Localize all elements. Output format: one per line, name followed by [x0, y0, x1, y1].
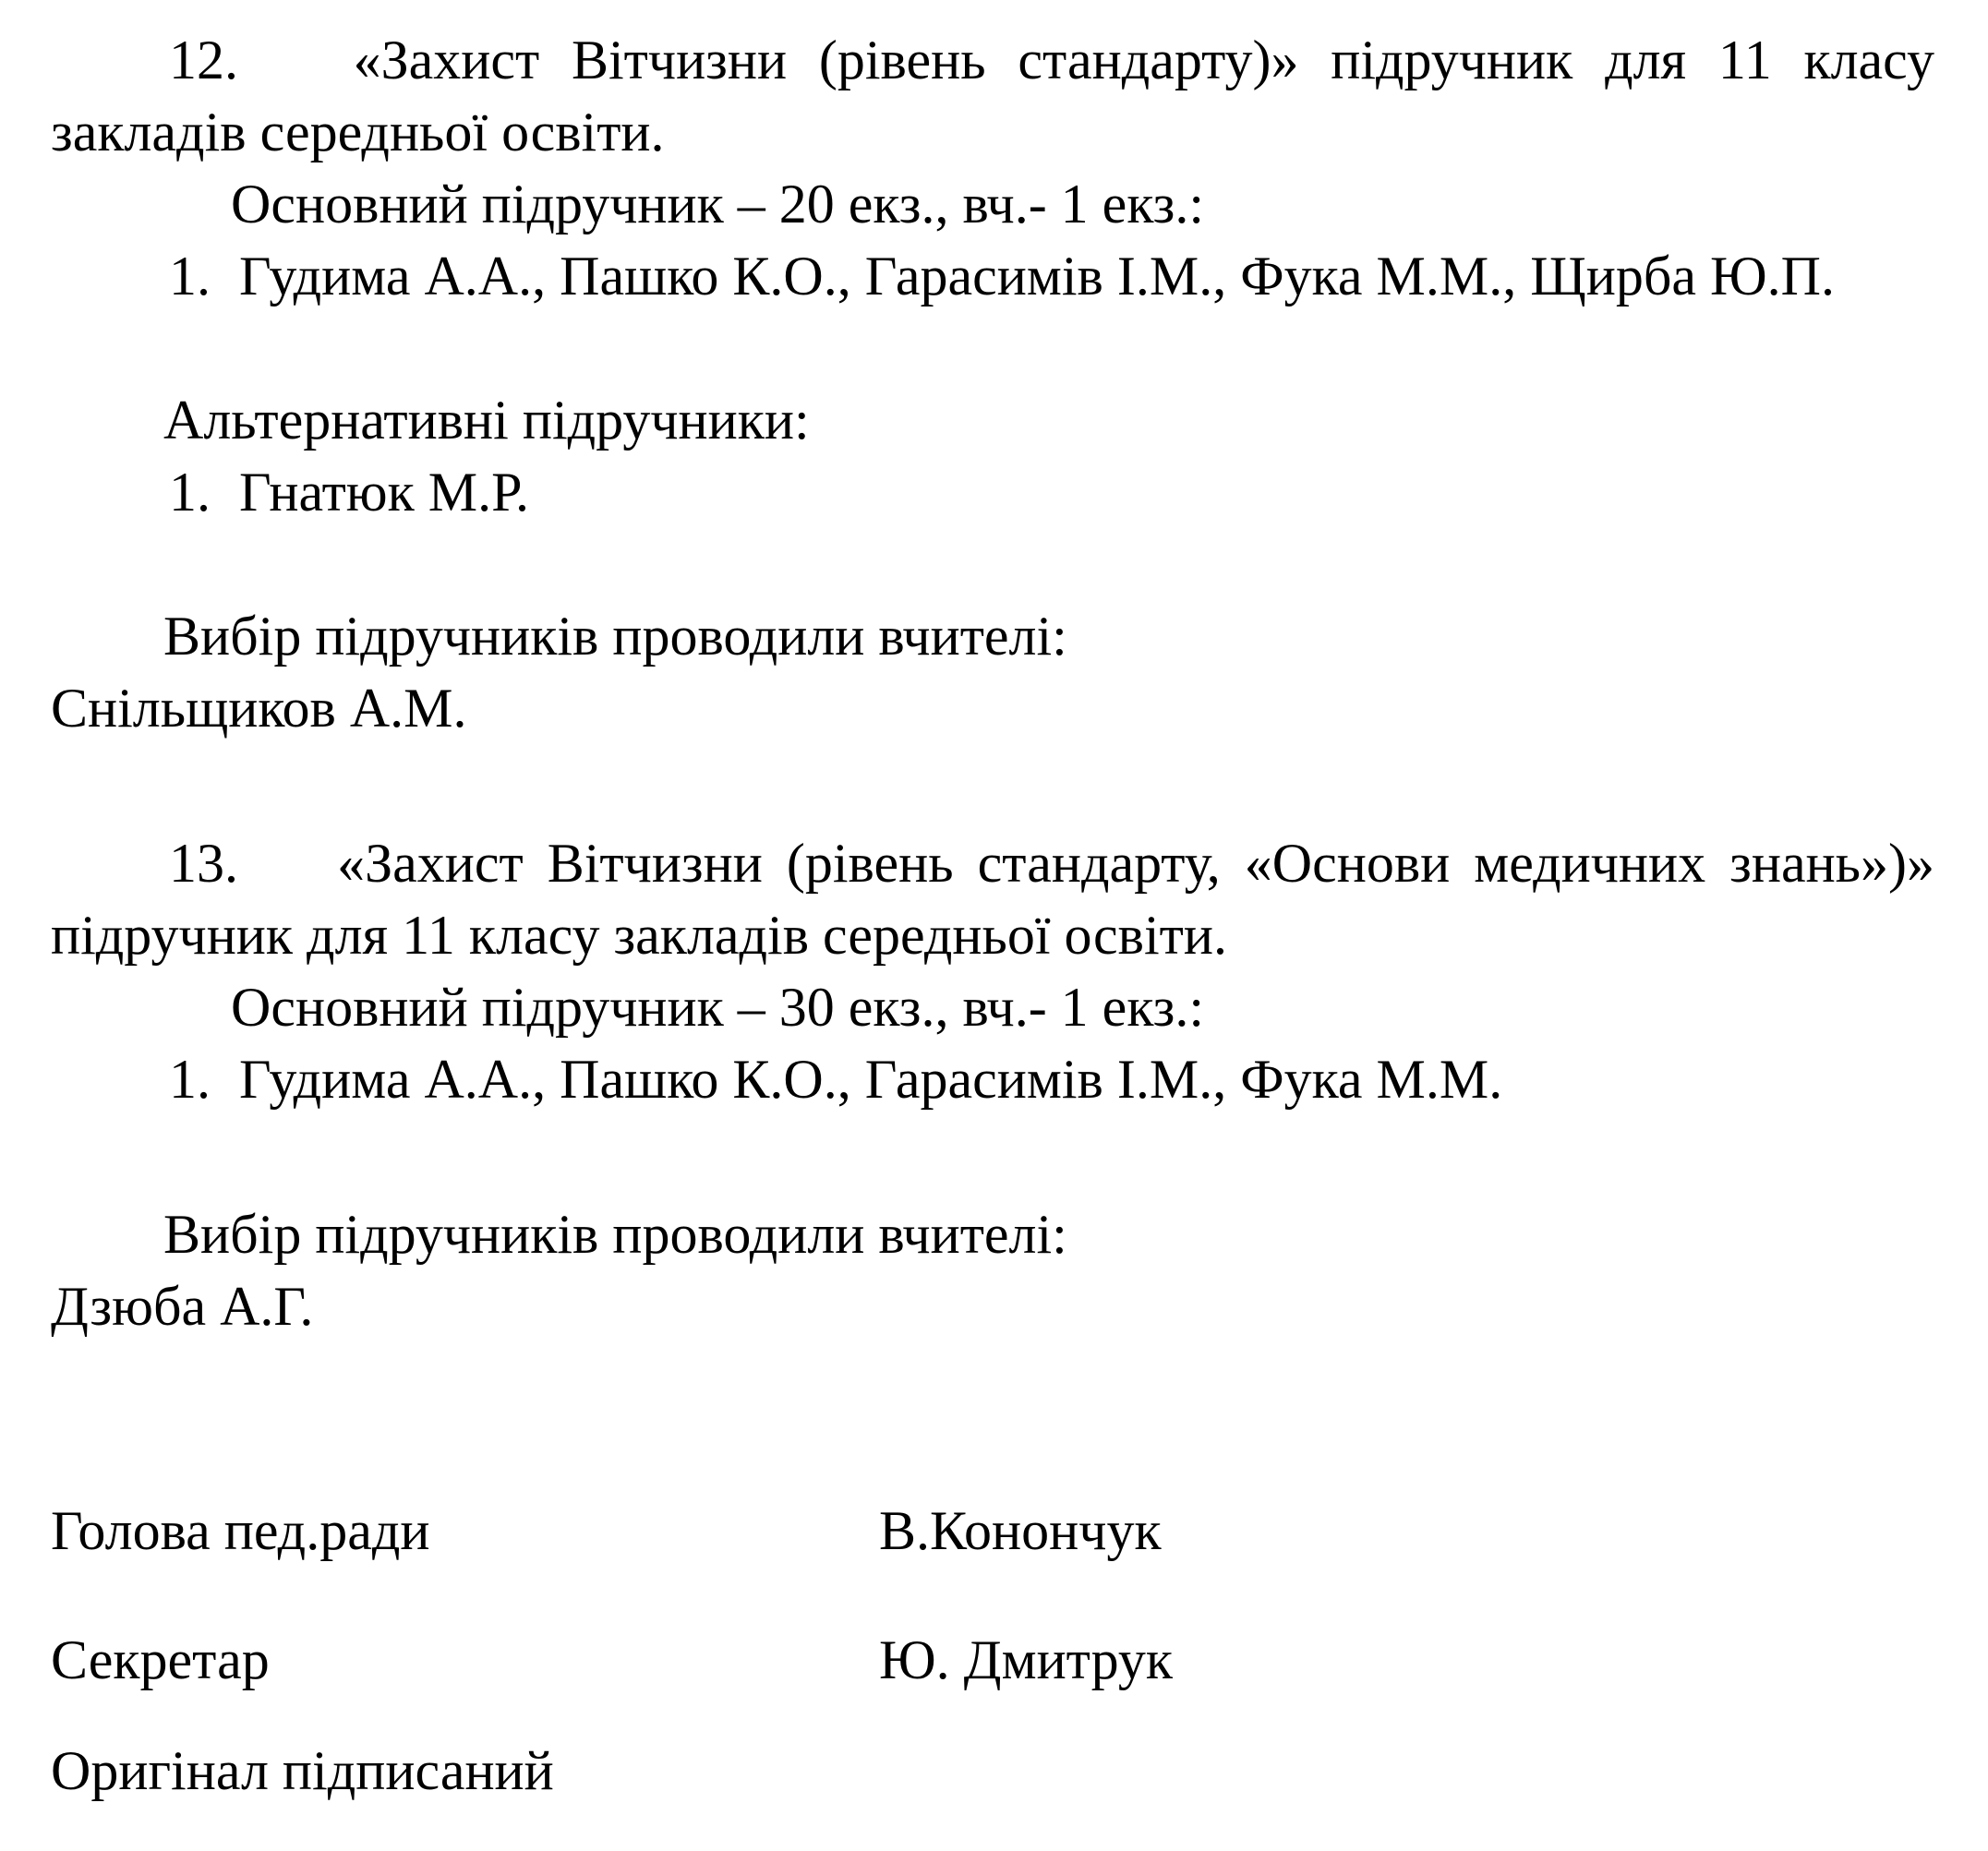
- item-12-main-textbook-label: Основний підручник – 20 екз., вч.- 1 екз.:: [231, 174, 1205, 234]
- chair-title-label: Голова пед.ради: [51, 1500, 430, 1561]
- item-12-alt-author-row: [51, 456, 1934, 528]
- item-13-teachers-heading: Вибір підручників проводили вчителі:: [163, 1204, 1067, 1265]
- original-signed-note: Оригінал підписаний: [51, 1740, 554, 1801]
- item-12-title-line-2: закладів середньої освіти.: [51, 102, 665, 162]
- item-13-title-line-1: [51, 827, 1934, 899]
- item-13-title-line-2: підручник для 11 класу закладів середньої освіти.: [51, 905, 1228, 966]
- item-12-teachers-name: Снільщиков А.М.: [51, 678, 467, 739]
- list-number: 1.: [169, 1049, 211, 1110]
- item-13-number: 13.: [169, 833, 238, 894]
- item-13-teachers-name: Дзюба А.Г.: [51, 1276, 314, 1337]
- list-number: 1.: [169, 246, 211, 306]
- item-13-main-author-row: [51, 1043, 1934, 1115]
- item-12-title-line-1: [51, 24, 1934, 96]
- item-12-teachers-heading: Вибір підручників проводили вчителі:: [163, 606, 1067, 667]
- item-13-main-textbook-label: Основний підручник – 30 екз., вч.- 1 екз.:: [231, 977, 1205, 1038]
- item-12-main-author-row: [51, 240, 1934, 312]
- secretary-title-label: Секретар: [51, 1629, 270, 1690]
- secretary-name: Ю. Дмитрук: [879, 1629, 1173, 1690]
- item-12-main-authors: Гудима А.А., Пашко К.О., Гарасимів І.М., Фука М.М., Щирба Ю.П.: [239, 246, 1835, 306]
- item-12-alt-heading: Альтернативні підручники:: [163, 390, 810, 451]
- signature-row-chair: [51, 1495, 1934, 1567]
- chair-name: В.Конончук: [879, 1500, 1162, 1561]
- item-12-alt-authors: Гнатюк М.Р.: [239, 462, 530, 523]
- item-12-title-text: «Захист Вітчизни (рівень стандарту)» підручник для 11 класу: [353, 30, 1935, 90]
- signature-row-secretary: [51, 1624, 1934, 1696]
- list-number: 1.: [169, 462, 211, 523]
- item-12-number: 12.: [169, 30, 238, 90]
- item-13-main-authors: Гудима А.А., Пашко К.О., Гарасимів І.М., Фука М.М.: [239, 1049, 1503, 1110]
- item-13-title-text: «Захист Вітчизни (рівень стандарту, «Основи медичних знань»)»: [337, 833, 1935, 894]
